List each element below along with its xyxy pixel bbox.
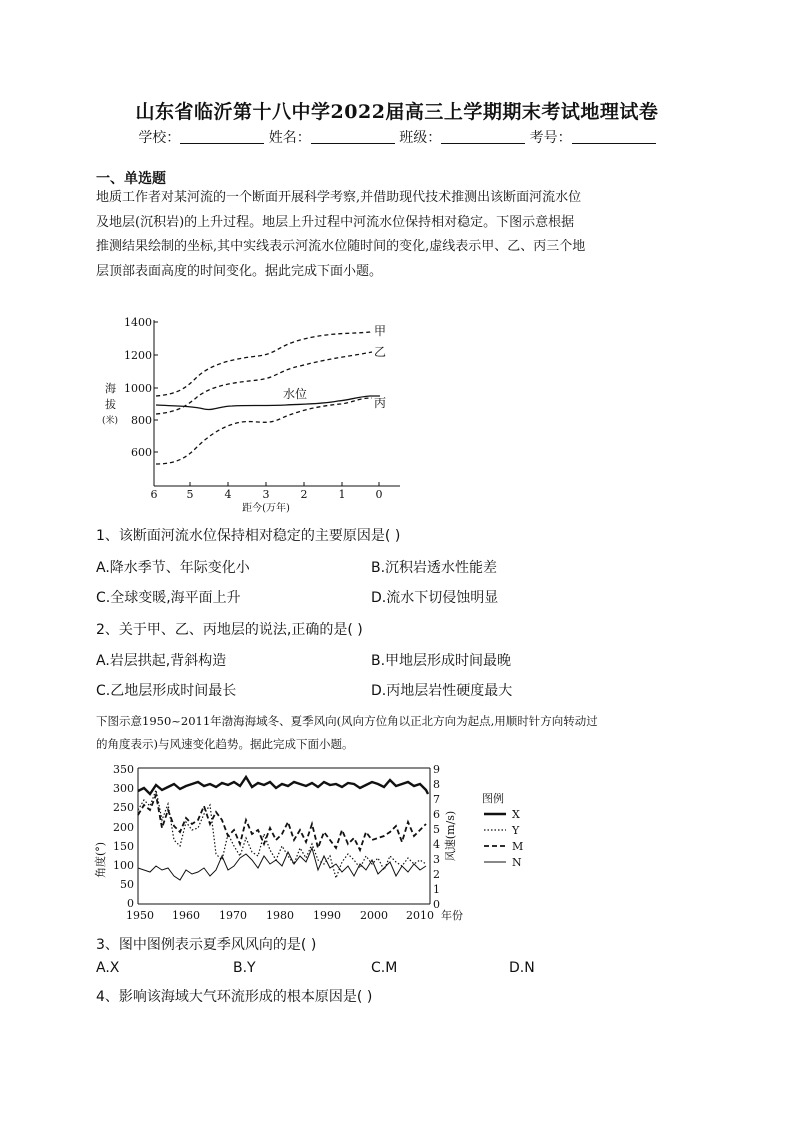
number-label: 考号： <box>529 130 572 146</box>
right-tick: 8 <box>433 778 440 791</box>
x-tick: 4 <box>224 488 232 501</box>
question-4-stem: 4、影响该海域大气环流形成的根本原因是( ) <box>96 989 373 1005</box>
class-blank <box>441 129 525 144</box>
x-tick: 6 <box>150 488 158 501</box>
x-tick: 1960 <box>172 909 200 922</box>
left-tick: 200 <box>113 821 134 834</box>
name-blank <box>311 129 395 144</box>
number-blank <box>572 129 656 144</box>
question-3-stem: 3、图中图例表示夏季风风向的是( ) <box>96 937 317 953</box>
right-tick: 3 <box>433 853 440 866</box>
y-tick: 1000 <box>124 382 152 395</box>
x-axis-label: 距今(万年) <box>242 503 290 514</box>
name-label: 姓名： <box>268 130 311 146</box>
legend-title: 图例 <box>482 792 504 805</box>
right-tick: 2 <box>433 868 440 881</box>
passage-1 <box>96 186 698 284</box>
q1-option-c: C.全球变暖,海平面上升 <box>96 590 241 606</box>
q2-option-b: B.甲地层形成时间最晚 <box>371 653 512 669</box>
stratum-yi-line <box>156 352 372 414</box>
label-water-level: 水位 <box>283 387 308 401</box>
left-tick: 100 <box>113 859 134 872</box>
passage-1-line: 层顶部表面高度的时间变化。据此完成下面小题。 <box>96 263 383 279</box>
y-axis-label-char: 海 <box>105 382 116 395</box>
question-2-stem: 2、关于甲、乙、丙地层的说法,正确的是( ) <box>96 622 363 638</box>
right-axis-label: 风速(m/s) <box>444 810 457 862</box>
right-tick: 0 <box>433 898 440 911</box>
x-tick: 1950 <box>126 909 154 922</box>
label-jia: 甲 <box>374 324 387 338</box>
q1-option-d: D.流水下切侵蚀明显 <box>371 590 499 606</box>
school-blank <box>180 129 264 144</box>
passage-1-line: 推测结果绘制的坐标,其中实线表示河流水位随时间的变化,虚线表示甲、乙、丙三个地 <box>96 239 586 254</box>
q2-option-d: D.丙地层岩性硬度最大 <box>371 683 513 699</box>
x-tick: 1990 <box>313 909 341 922</box>
y-axis-label-char: 拔 <box>105 398 116 411</box>
question-1-stem: 1、该断面河流水位保持相对稳定的主要原因是( ) <box>96 528 401 544</box>
passage-2 <box>96 710 706 756</box>
stratum-jia-line <box>156 331 372 396</box>
left-tick: 0 <box>127 897 134 910</box>
q2-option-c: C.乙地层形成时间最长 <box>96 683 237 699</box>
right-tick: 9 <box>433 763 440 776</box>
x-tick: 2000 <box>360 909 388 922</box>
series-x-line <box>138 777 428 794</box>
right-tick: 4 <box>433 838 440 851</box>
x-tick: 2 <box>300 488 308 501</box>
student-info-line <box>0 127 794 147</box>
q3-option-a: A.X <box>96 960 120 976</box>
label-bing: 丙 <box>374 396 387 410</box>
q1-option-a: A.降水季节、年际变化小 <box>96 560 250 576</box>
passage-2-line: 的角度表示)与风速变化趋势。据此完成下面小题。 <box>96 737 354 751</box>
q1-option-b: B.沉积岩透水性能差 <box>371 560 498 576</box>
legend-y-label: Y <box>512 824 520 837</box>
section-heading: 一、单选题 <box>96 171 166 187</box>
school-label: 学校： <box>138 130 181 146</box>
passage-2-line: 下图示意1950~2011年渤海海域冬、夏季风向(风向方位角以正北方向为起点,用顺时针方向转动过 <box>96 714 598 728</box>
left-tick: 350 <box>113 763 134 776</box>
right-tick: 5 <box>433 823 440 836</box>
x-tick: 2010 <box>406 909 434 922</box>
x-tick: 1980 <box>266 909 294 922</box>
y-tick: 1400 <box>124 316 152 329</box>
legend-m-label: M <box>512 840 524 853</box>
q3-option-c: C.M <box>371 960 398 976</box>
right-tick: 7 <box>433 793 440 806</box>
left-axis-label: 角度(°) <box>94 841 107 879</box>
label-yi: 乙 <box>374 345 387 359</box>
left-tick: 50 <box>120 878 134 891</box>
passage-1-line: 及地层(沉积岩)的上升过程。地层上升过程中河流水位保持相对稳定。下图示意根据 <box>96 214 575 230</box>
right-tick: 6 <box>433 808 440 821</box>
left-tick: 250 <box>113 801 134 814</box>
right-tick: 1 <box>433 883 440 896</box>
class-label: 班级： <box>399 130 442 146</box>
y-axis-label-char: (米) <box>102 416 119 426</box>
x-tick: 1 <box>338 488 346 501</box>
stratum-bing-line <box>156 398 372 464</box>
figure-2-wind-chart <box>92 760 542 930</box>
q3-option-b: B.Y <box>233 960 256 976</box>
series-n-line <box>138 848 426 880</box>
passage-1-line: 地质工作者对某河流的一个断面开展科学考察,并借助现代技术推测出该断面河流水位 <box>96 190 582 205</box>
q3-option-d: D.N <box>509 960 535 976</box>
x-tick: 3 <box>262 488 270 501</box>
left-tick: 150 <box>113 840 134 853</box>
left-tick: 300 <box>113 782 134 795</box>
figure-1-stratum-chart <box>100 310 410 515</box>
y-tick: 1200 <box>124 349 152 362</box>
x-tick: 1970 <box>219 909 247 922</box>
legend-n-label: N <box>512 856 522 869</box>
q2-option-a: A.岩层拱起,背斜构造 <box>96 653 227 669</box>
page-title: 山东省临沂第十八中学2022届高三上学期期末考试地理试卷 <box>135 101 659 123</box>
y-tick: 800 <box>131 414 152 427</box>
x-tick: 5 <box>186 488 194 501</box>
x-axis-label: 年份 <box>441 909 463 922</box>
x-tick: 0 <box>375 488 383 501</box>
legend-x-label: X <box>512 808 520 821</box>
y-tick: 600 <box>131 446 152 459</box>
